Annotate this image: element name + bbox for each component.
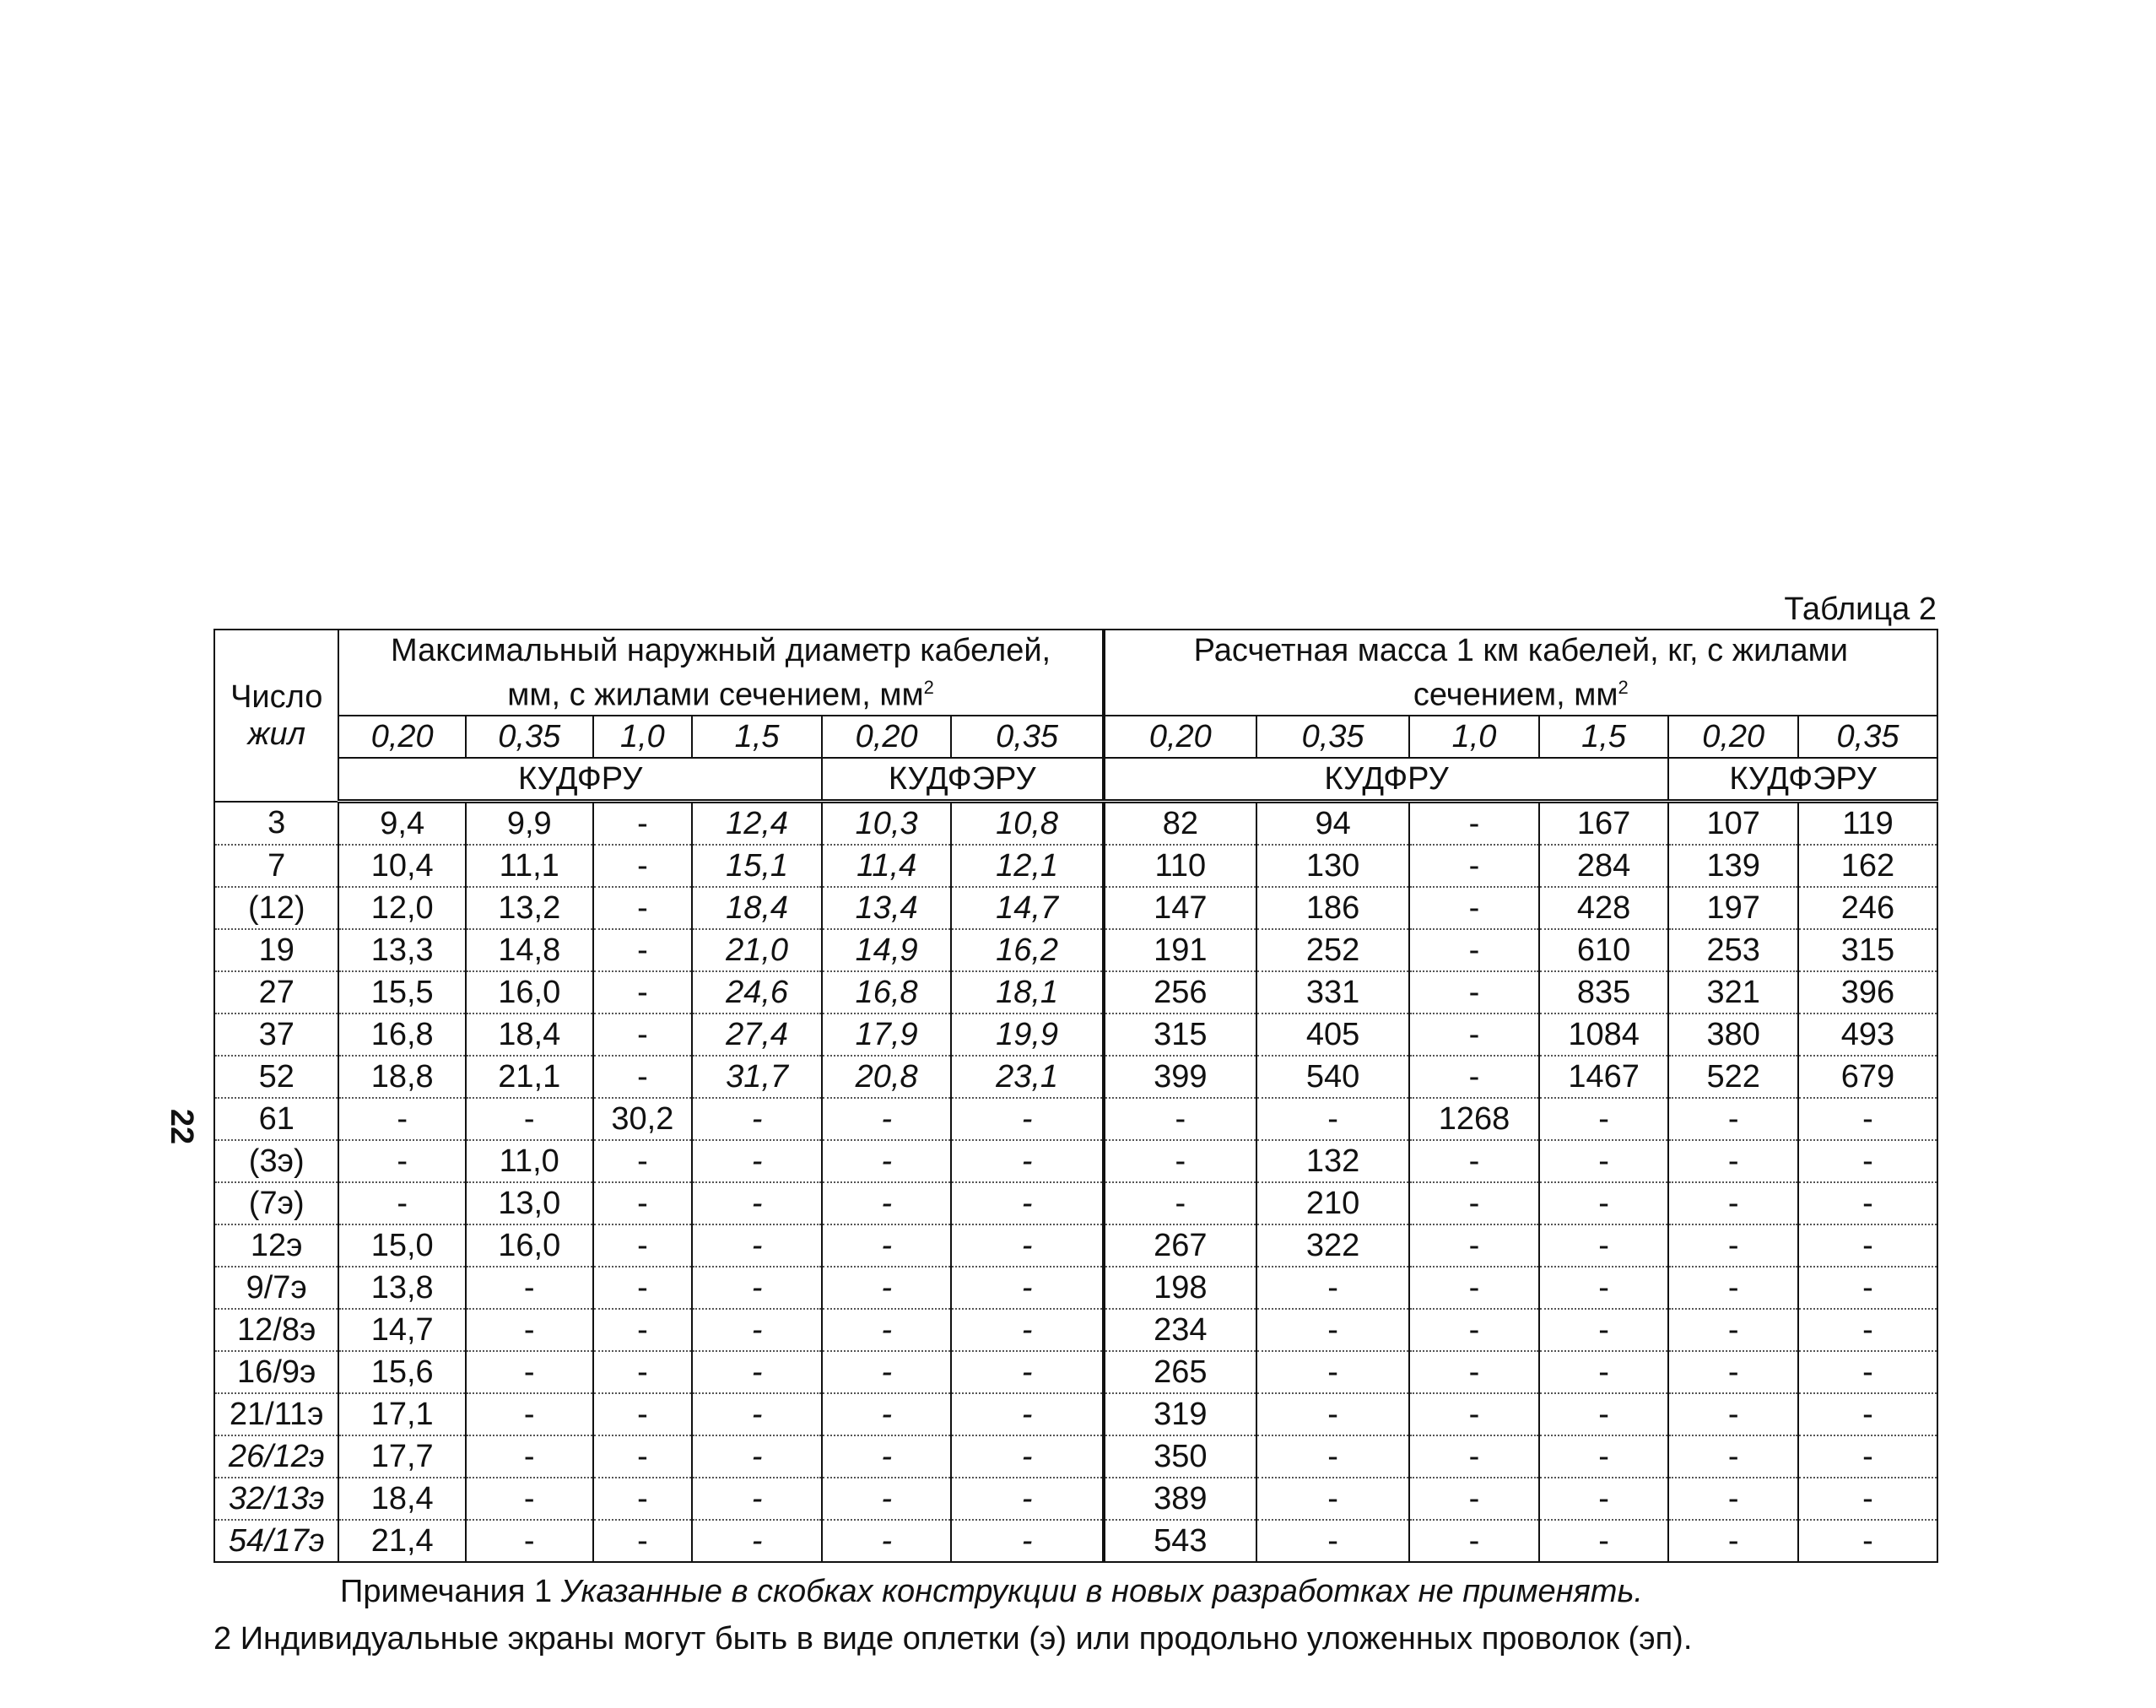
table-cell: - [1409, 1013, 1539, 1056]
table-cell: - [593, 1393, 693, 1435]
table-cell: - [1256, 1351, 1409, 1393]
diameter-title-line1: Максимальный наружный диаметр кабелей, [391, 632, 1051, 668]
table-cell: 110 [1104, 845, 1256, 887]
table-cell: - [822, 1267, 952, 1309]
table-cell: - [593, 971, 693, 1013]
table-cell: 331 [1256, 971, 1409, 1013]
table-cell: - [951, 1435, 1103, 1478]
table-cell: 14,7 [951, 887, 1103, 929]
table-cell: - [1798, 1098, 1937, 1140]
table-cell: 119 [1798, 802, 1937, 846]
table-cell: 679 [1798, 1056, 1937, 1098]
table-cell: 16,0 [466, 971, 593, 1013]
table-cell: - [466, 1351, 593, 1393]
table-row [214, 1435, 1937, 1478]
diameter-group-header [338, 630, 1103, 716]
table-cell: - [1539, 1435, 1669, 1478]
table-cell: - [951, 1393, 1103, 1435]
table-cell: - [1668, 1224, 1798, 1267]
table-cell: - [466, 1309, 593, 1351]
table-cell: 389 [1104, 1478, 1256, 1520]
table-cell: - [1256, 1098, 1409, 1140]
table-cell: 14,8 [466, 929, 593, 971]
table-cell: 27,4 [692, 1013, 822, 1056]
table-cell: - [1539, 1140, 1669, 1182]
table-cell: 13,0 [466, 1182, 593, 1224]
table-cell: - [1668, 1520, 1798, 1562]
table-row [214, 1140, 1937, 1182]
section-header: 0,20 [822, 716, 952, 758]
table-cell: - [1668, 1098, 1798, 1140]
table-cell: 18,8 [338, 1056, 466, 1098]
cores-count-cell: 27 [214, 971, 338, 1013]
note-1-text: Указанные в скобках конструкции в новых разработках не применять. [560, 1574, 1643, 1609]
table-cell: 265 [1104, 1351, 1256, 1393]
table-row [214, 1478, 1937, 1520]
table-cell: 15,5 [338, 971, 466, 1013]
table-cell: 132 [1256, 1140, 1409, 1182]
table-cell: 350 [1104, 1435, 1256, 1478]
table-cell: - [1798, 1478, 1937, 1520]
table-cell: - [951, 1224, 1103, 1267]
table-cell: - [1668, 1393, 1798, 1435]
table-cell: 186 [1256, 887, 1409, 929]
table-cell: - [1256, 1520, 1409, 1562]
table-cell: - [822, 1478, 952, 1520]
table-cell: - [822, 1224, 952, 1267]
cores-count-header [214, 630, 338, 802]
cores-count-cell: 37 [214, 1013, 338, 1056]
table-cell: - [951, 1309, 1103, 1351]
table-cell: 191 [1104, 929, 1256, 971]
table-row [214, 1520, 1937, 1562]
table-row [214, 1309, 1937, 1351]
table-cell: - [593, 845, 693, 887]
table-cell: - [1104, 1098, 1256, 1140]
table-cell: - [338, 1182, 466, 1224]
table-cell: 321 [1668, 971, 1798, 1013]
table-cell: 167 [1539, 802, 1669, 846]
brand-kudfru-diameter: КУДФРУ [338, 758, 821, 802]
table-cell: 19,9 [951, 1013, 1103, 1056]
table-cell: 16,8 [822, 971, 952, 1013]
table-cell: 267 [1104, 1224, 1256, 1267]
table-cell: - [1668, 1267, 1798, 1309]
table-cell: - [1798, 1435, 1937, 1478]
table-header [214, 630, 1937, 802]
table-cell: 11,1 [466, 845, 593, 887]
table-cell: 210 [1256, 1182, 1409, 1224]
table-cell: - [338, 1098, 466, 1140]
table-cell: - [1409, 1224, 1539, 1267]
diameter-title-line2: мм, с жилами сечением, мм [507, 677, 924, 713]
section-header: 0,35 [466, 716, 593, 758]
cores-count-cell: 19 [214, 929, 338, 971]
table-cell: 11,0 [466, 1140, 593, 1182]
table-cell: 428 [1539, 887, 1669, 929]
table-cell: - [1104, 1182, 1256, 1224]
table-cell: - [466, 1393, 593, 1435]
table-cell: - [692, 1393, 822, 1435]
table-cell: - [692, 1520, 822, 1562]
table-cell: - [466, 1098, 593, 1140]
table-cell: 107 [1668, 802, 1798, 846]
table-cell: 94 [1256, 802, 1409, 846]
cores-count-cell: 21/11э [214, 1393, 338, 1435]
table-cell: 16,8 [338, 1013, 466, 1056]
table-cell: - [593, 929, 693, 971]
table-cell: 493 [1798, 1013, 1937, 1056]
table-row [214, 1182, 1937, 1224]
table-cell: 610 [1539, 929, 1669, 971]
table-cell: - [593, 1224, 693, 1267]
table-cell: - [1668, 1182, 1798, 1224]
table-cell: 405 [1256, 1013, 1409, 1056]
table-cell: - [1539, 1309, 1669, 1351]
table-cell: - [1409, 1182, 1539, 1224]
section-header: 0,20 [338, 716, 466, 758]
cores-count-cell: 7 [214, 845, 338, 887]
table-cell: - [822, 1520, 952, 1562]
table-cell: 9,9 [466, 802, 593, 846]
cores-count-cell: 32/13э [214, 1478, 338, 1520]
table-cell: 540 [1256, 1056, 1409, 1098]
table-body [214, 802, 1937, 1563]
table-cell: - [1409, 1351, 1539, 1393]
table-cell: 14,9 [822, 929, 952, 971]
table-cell: 82 [1104, 802, 1256, 846]
table-cell: - [466, 1267, 593, 1309]
table-cell: - [593, 1351, 693, 1393]
cores-count-cell: (12) [214, 887, 338, 929]
table-row [214, 802, 1937, 846]
table-row [214, 1013, 1937, 1056]
table-cell: - [1409, 1140, 1539, 1182]
table-cell: 197 [1668, 887, 1798, 929]
diameter-unit-superscript: 2 [923, 676, 934, 698]
table-cell: 13,3 [338, 929, 466, 971]
table-cell: 10,4 [338, 845, 466, 887]
table-cell: 252 [1256, 929, 1409, 971]
table-row [214, 1098, 1937, 1140]
table-cell: - [1409, 1478, 1539, 1520]
cable-specifications-table [213, 629, 1938, 1563]
table-cell: - [1409, 1393, 1539, 1435]
page-number: 22 [164, 1108, 199, 1145]
table-cell: 11,4 [822, 845, 952, 887]
section-header: 0,35 [1256, 716, 1409, 758]
section-header: 0,20 [1668, 716, 1798, 758]
table-cell: - [1256, 1478, 1409, 1520]
cores-count-cell: (3э) [214, 1140, 338, 1182]
section-header: 1,5 [1539, 716, 1669, 758]
table-cell: 234 [1104, 1309, 1256, 1351]
table-cell: - [593, 1435, 693, 1478]
table-cell: - [951, 1140, 1103, 1182]
table-cell: - [1539, 1098, 1669, 1140]
section-header: 0,35 [1798, 716, 1937, 758]
table-cell: 1084 [1539, 1013, 1669, 1056]
table-cell: 13,4 [822, 887, 952, 929]
table-cell: - [1409, 1520, 1539, 1562]
table-row [214, 845, 1937, 887]
table-cell: 18,4 [466, 1013, 593, 1056]
brand-kudfru-mass: КУДФРУ [1104, 758, 1669, 802]
table-cell: - [1409, 971, 1539, 1013]
table-cell: - [1409, 1309, 1539, 1351]
table-cell: 12,0 [338, 887, 466, 929]
mass-title-line2-wrap [1105, 669, 1937, 714]
table-cell: 315 [1798, 929, 1937, 971]
table-cell: - [466, 1478, 593, 1520]
table-cell: - [822, 1351, 952, 1393]
table-cell: - [593, 1478, 693, 1520]
table-row [214, 1224, 1937, 1267]
cores-count-cell: 16/9э [214, 1351, 338, 1393]
table-cell: - [1798, 1351, 1937, 1393]
table-cell: 399 [1104, 1056, 1256, 1098]
table-cell: - [593, 1013, 693, 1056]
table-cell: - [1798, 1520, 1937, 1562]
table-cell: - [1539, 1478, 1669, 1520]
table-cell: 31,7 [692, 1056, 822, 1098]
note-1-prefix: Примечания 1 [340, 1574, 553, 1609]
section-header: 1,0 [593, 716, 693, 758]
table-cell: - [593, 1140, 693, 1182]
table-cell: 246 [1798, 887, 1937, 929]
table-cell: 380 [1668, 1013, 1798, 1056]
table-cell: - [1539, 1351, 1669, 1393]
table-cell: 543 [1104, 1520, 1256, 1562]
table-cell: 15,0 [338, 1224, 466, 1267]
table-cell: - [1798, 1309, 1937, 1351]
table-cell: - [593, 1182, 693, 1224]
table-cell: - [822, 1435, 952, 1478]
table-cell: 1467 [1539, 1056, 1669, 1098]
table-cell: - [692, 1224, 822, 1267]
mass-title-line2: сечением, мм [1413, 677, 1618, 713]
table-cell: 21,0 [692, 929, 822, 971]
cores-count-cell: 9/7э [214, 1267, 338, 1309]
table-cell: - [822, 1098, 952, 1140]
table-cell: - [822, 1309, 952, 1351]
table-cell: 9,4 [338, 802, 466, 846]
table-cell: - [593, 1520, 693, 1562]
table-cell: - [951, 1520, 1103, 1562]
table-cell: 15,1 [692, 845, 822, 887]
table-cell: 17,1 [338, 1393, 466, 1435]
table-cell: 12,4 [692, 802, 822, 846]
table-cell: - [692, 1182, 822, 1224]
table-row [214, 929, 1937, 971]
table-row [214, 1056, 1937, 1098]
table-row [214, 887, 1937, 929]
section-header: 1,5 [692, 716, 822, 758]
table-cell: - [1409, 1267, 1539, 1309]
table-cell: 284 [1539, 845, 1669, 887]
table-row [214, 1393, 1937, 1435]
notes [213, 1568, 1692, 1662]
table-cell: - [692, 1098, 822, 1140]
cores-count-cell: (7э) [214, 1182, 338, 1224]
cores-count-header-line2: жил [247, 716, 306, 752]
table-cell: 24,6 [692, 971, 822, 1013]
table-cell: - [593, 1309, 693, 1351]
table-cell: - [1409, 1056, 1539, 1098]
table-cell: - [692, 1478, 822, 1520]
table-cell: - [692, 1267, 822, 1309]
brand-kudferu-diameter: КУДФЭРУ [822, 758, 1104, 802]
table-cell: - [951, 1351, 1103, 1393]
table-cell: - [1409, 845, 1539, 887]
cores-count-cell: 54/17э [214, 1520, 338, 1562]
table-cell: - [1539, 1182, 1669, 1224]
table-cell: - [593, 1056, 693, 1098]
table-cell: - [951, 1267, 1103, 1309]
table-cell: - [1256, 1435, 1409, 1478]
table-row [214, 1267, 1937, 1309]
table-cell: 18,4 [692, 887, 822, 929]
table-cell: - [1668, 1309, 1798, 1351]
table-cell: - [1539, 1267, 1669, 1309]
table-cell: - [692, 1435, 822, 1478]
table-cell: - [338, 1140, 466, 1182]
table-cell: - [1409, 929, 1539, 971]
table-row [214, 971, 1937, 1013]
table-cell: - [466, 1520, 593, 1562]
table-cell: - [593, 802, 693, 846]
brand-header-row [214, 758, 1937, 802]
table-cell: - [1409, 802, 1539, 846]
table-cell: 17,9 [822, 1013, 952, 1056]
note-2: 2 Индивидуальные экраны могут быть в виде оплетки (э) или продольно уложенных проволок (эп). [213, 1621, 1693, 1657]
table-cell: 256 [1104, 971, 1256, 1013]
table-cell: 147 [1104, 887, 1256, 929]
table-cell: 12,1 [951, 845, 1103, 887]
table-cell: 139 [1668, 845, 1798, 887]
table-cell: - [1409, 1435, 1539, 1478]
mass-unit-superscript: 2 [1618, 676, 1629, 698]
table-cell: - [1798, 1224, 1937, 1267]
table-cell: 130 [1256, 845, 1409, 887]
table-cell: - [1256, 1393, 1409, 1435]
table-cell: - [466, 1435, 593, 1478]
mass-group-header [1104, 630, 1937, 716]
table-cell: 10,8 [951, 802, 1103, 846]
table-cell: 315 [1104, 1013, 1256, 1056]
table-cell: - [822, 1393, 952, 1435]
table-cell: 162 [1798, 845, 1937, 887]
table-cell: 21,1 [466, 1056, 593, 1098]
table-cell: - [593, 1267, 693, 1309]
table-cell: 322 [1256, 1224, 1409, 1267]
cores-count-header-line1: Число [230, 678, 323, 715]
table-cell: - [822, 1140, 952, 1182]
table-cell: 13,8 [338, 1267, 466, 1309]
table-cell: - [822, 1182, 952, 1224]
table-cell: 16,2 [951, 929, 1103, 971]
diameter-title-line2-wrap [339, 669, 1101, 714]
cores-count-cell: 52 [214, 1056, 338, 1098]
table-cell: 253 [1668, 929, 1798, 971]
table-cell: 14,7 [338, 1309, 466, 1351]
table-cell: 198 [1104, 1267, 1256, 1309]
table-cell: - [1539, 1224, 1669, 1267]
table-cell: - [951, 1098, 1103, 1140]
table-cell: - [1539, 1393, 1669, 1435]
cores-count-cell: 12э [214, 1224, 338, 1267]
table-cell: - [1668, 1140, 1798, 1182]
table-cell: - [692, 1309, 822, 1351]
table-cell: 18,4 [338, 1478, 466, 1520]
table-cell: 10,3 [822, 802, 952, 846]
table-cell: 30,2 [593, 1098, 693, 1140]
mass-title-line1: Расчетная масса 1 км кабелей, кг, с жилами [1193, 632, 1849, 668]
table-cell: 396 [1798, 971, 1937, 1013]
table-cell: - [951, 1182, 1103, 1224]
table-cell: - [1668, 1478, 1798, 1520]
table-cell: - [1668, 1351, 1798, 1393]
table-cell: - [1798, 1182, 1937, 1224]
table-cell: 23,1 [951, 1056, 1103, 1098]
table-cell: - [1798, 1267, 1937, 1309]
table-cell: 319 [1104, 1393, 1256, 1435]
table-cell: 21,4 [338, 1520, 466, 1562]
brand-kudferu-mass: КУДФЭРУ [1668, 758, 1937, 802]
table-cell: 835 [1539, 971, 1669, 1013]
note-1 [213, 1568, 1692, 1615]
cores-count-cell: 12/8э [214, 1309, 338, 1351]
table-cell: - [692, 1140, 822, 1182]
table-row [214, 1351, 1937, 1393]
table-cell: - [1539, 1520, 1669, 1562]
section-header: 1,0 [1409, 716, 1539, 758]
table-cell: 17,7 [338, 1435, 466, 1478]
table-cell: 20,8 [822, 1056, 952, 1098]
table-cell: - [1256, 1267, 1409, 1309]
cores-count-cell: 3 [214, 802, 338, 846]
section-header: 0,20 [1104, 716, 1256, 758]
table-cell: 13,2 [466, 887, 593, 929]
table-cell: - [1409, 887, 1539, 929]
table-cell: 1268 [1409, 1098, 1539, 1140]
table-caption: Таблица 2 [1784, 592, 1937, 627]
table-cell: - [1668, 1435, 1798, 1478]
cores-count-cell: 61 [214, 1098, 338, 1140]
table-cell: - [1104, 1140, 1256, 1182]
table-cell: 15,6 [338, 1351, 466, 1393]
section-header-row [214, 716, 1937, 758]
table-cell: 18,1 [951, 971, 1103, 1013]
table-cell: - [951, 1478, 1103, 1520]
table-cell: 522 [1668, 1056, 1798, 1098]
table-cell: - [1256, 1309, 1409, 1351]
section-header: 0,35 [951, 716, 1103, 758]
table-cell: - [593, 887, 693, 929]
table-cell: - [1798, 1140, 1937, 1182]
table-cell: - [1798, 1393, 1937, 1435]
table-cell: 16,0 [466, 1224, 593, 1267]
cores-count-cell: 26/12э [214, 1435, 338, 1478]
table-cell: - [692, 1351, 822, 1393]
